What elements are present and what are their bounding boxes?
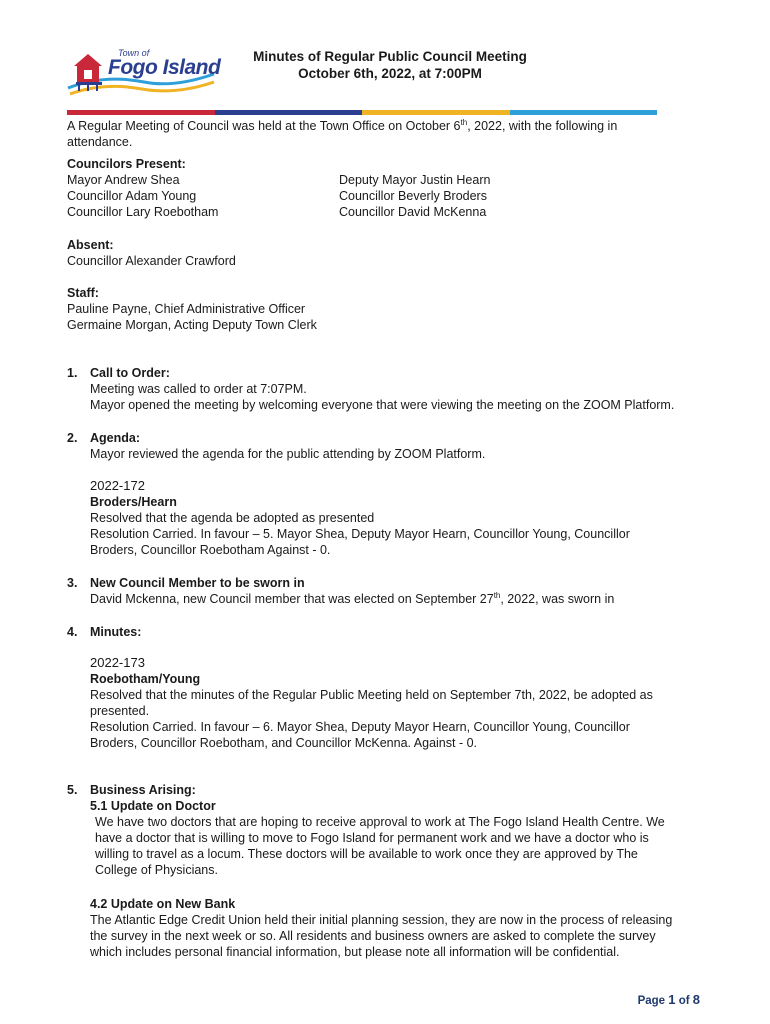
item-call-to-order: 1. Call to Order: Meeting was called to order at 7:07PM. Mayor opened the meeting by welcoming everyone that were viewing the meeting on the ZOOM Platform. — [67, 366, 675, 412]
item-heading: Minutes: — [90, 625, 142, 639]
subsection-new-bank: 4.2 Update on New Bank The Atlantic Edge Credit Union held their initial planning session, they are now in the process of releasing the survey in the next week or so. All residents and business owners are asked to complete the survey which includes personal financial information, but please note all information will be confidential. — [67, 896, 707, 960]
item-heading: Business Arising: — [90, 783, 196, 797]
divider-yellow — [362, 110, 510, 115]
item-business-arising: 5. Business Arising: 5.1 Update on Doctor We have two doctors that are hoping to receive approval to work at The Fogo Island Health Centre. We have a doctor that is willing to move to Fogo Island for permanent work and we have a doctor who is willing to travel as a locum. These doctors will be available to work once they are approved by The College of Physicians. — [67, 782, 707, 878]
page-number: Page 1 of 8 — [637, 992, 700, 1007]
staff-section — [67, 285, 317, 333]
logo-text: Fogo Island — [108, 56, 221, 79]
title-line-1: Minutes of Regular Public Council Meeting — [253, 49, 527, 64]
councillor-name: Deputy Mayor Justin Hearn — [339, 173, 491, 187]
page-title — [230, 48, 550, 82]
councillor-name: Mayor Andrew Shea — [67, 173, 180, 187]
councillors-heading: Councilors Present: — [67, 157, 186, 171]
resolution-movers: Roebotham/Young — [90, 672, 201, 686]
item-heading: New Council Member to be sworn in — [90, 576, 305, 590]
resolution-number: 2022-172 — [90, 478, 145, 493]
staff-name: Pauline Payne, Chief Administrative Officer — [67, 302, 306, 316]
resolution-movers: Broders/Hearn — [90, 495, 177, 509]
absent-heading: Absent: — [67, 238, 114, 252]
staff-name: Germaine Morgan, Acting Deputy Town Clerk — [67, 318, 317, 332]
councillor-name: Councillor Beverly Broders — [339, 189, 487, 203]
divider-light-blue — [510, 110, 658, 115]
councillor-name: Councillor David McKenna — [339, 205, 487, 219]
councillors-right-list — [339, 172, 490, 220]
councillor-name: Councillor Lary Roebotham — [67, 205, 219, 219]
councillor-name: Councillor Adam Young — [67, 189, 197, 203]
town-logo — [64, 44, 224, 106]
staff-heading: Staff: — [67, 286, 99, 300]
subsection-heading: 4.2 Update on New Bank — [90, 897, 236, 911]
item-heading: Agenda: — [90, 431, 140, 445]
resolution-2022-172: 2022-172 Broders/Hearn Resolved that the agenda be adopted as presented Resolution Carried. In favour – 5. Mayor Shea, Deputy Mayor Hearn, Councillor Young, Councillor Broders, Councillor Roebotham Against - 0. — [67, 478, 707, 558]
item-agenda: 2. Agenda: Mayor reviewed the agenda for the public attending by ZOOM Platform. — [67, 431, 486, 461]
header-divider — [67, 110, 657, 115]
intro-paragraph: A Regular Meeting of Council was held at the Town Office on October 6th, 2022, with the following in attendance. — [67, 117, 618, 149]
divider-red — [67, 110, 215, 115]
resolution-2022-173: 2022-173 Roebotham/Young Resolved that the minutes of the Regular Public Meeting held on September 7th, 2022, be adopted as presented. Resolution Carried. In favour – 6. Mayor Shea, Deputy Mayor Hearn, Councillor Young, Councillor Broders, Councillor Roebotham, and Councillor McKenna. Against - 0. — [67, 655, 707, 751]
title-line-2: October 6th, 2022, at 7:00PM — [298, 66, 482, 81]
item-minutes: 4. Minutes: — [67, 625, 142, 639]
item-sworn-in: 3. New Council Member to be sworn in David Mckenna, new Council member that was elected on September 27th, 2022, was sworn in — [67, 576, 615, 606]
absent-section — [67, 237, 236, 269]
resolution-number: 2022-173 — [90, 655, 145, 670]
divider-blue — [215, 110, 363, 115]
logo-small-text: Town of — [118, 48, 150, 58]
subsection-heading: 5.1 Update on Doctor — [90, 799, 216, 813]
item-heading: Call to Order: — [90, 366, 170, 380]
absent-name: Councillor Alexander Crawford — [67, 254, 236, 268]
